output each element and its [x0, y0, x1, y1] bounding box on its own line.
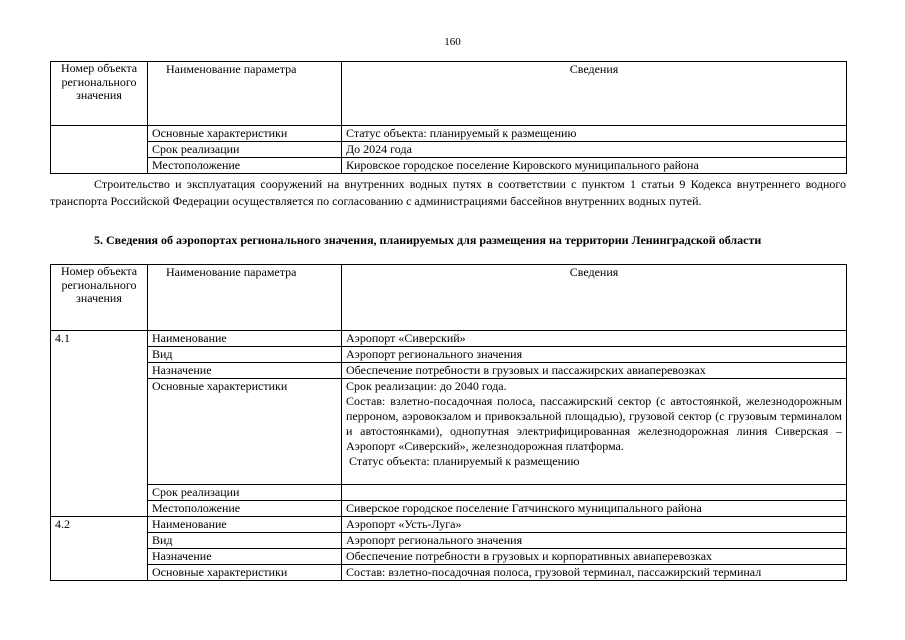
param-cell: Основные характеристики — [148, 379, 342, 485]
object-number-cell — [51, 126, 148, 174]
param-cell: Вид — [148, 347, 342, 363]
value-cell: Обеспечение потребности в грузовых и корпоративных авиаперевозках — [342, 549, 847, 565]
table-row — [51, 347, 847, 363]
section-heading: 5. Сведения об аэропортах регионального значения, планируемых для размещения на территории Ленинградской области — [94, 233, 762, 247]
value-cell — [342, 379, 847, 485]
value-cell: Аэропорт «Сиверский» — [342, 331, 847, 347]
param-cell: Наименование — [148, 517, 342, 533]
table-row — [51, 565, 847, 581]
header-object-number: Номер объекта регионального значения — [51, 62, 148, 126]
value-cell: Обеспечение потребности в грузовых и пассажирских авиаперевозках — [342, 363, 847, 379]
value-cell: Аэропорт регионального значения — [342, 347, 847, 363]
characteristics-composition: Состав: взлетно-посадочная полоса, пассажирский сектор (с автостоянкой, железнодорожным перроном, аэровокзалом и привокзальной площадью), грузовой сектор (с грузовым терминалом и автостоянками), однопутная электрифицированная железнодорожная линия Сиверская – Аэропорт «Сиверский», железнодорожная платформа. — [346, 394, 842, 453]
value-cell: До 2024 года — [342, 142, 847, 158]
param-cell: Вид — [148, 533, 342, 549]
param-cell: Основные характеристики — [148, 126, 342, 142]
page-number: 160 — [444, 36, 461, 48]
object-number-cell: 4.1 — [51, 331, 148, 517]
table-continued — [50, 61, 847, 174]
characteristics-term: Срок реализации: до 2040 года. — [346, 379, 507, 393]
table-row — [51, 517, 847, 533]
param-cell: Срок реализации — [148, 142, 342, 158]
value-cell: Кировское городское поселение Кировского муниципального района — [342, 158, 847, 174]
param-cell: Срок реализации — [148, 485, 342, 501]
param-cell: Местоположение — [148, 501, 342, 517]
value-cell: Статус объекта: планируемый к размещению — [342, 126, 847, 142]
param-cell: Назначение — [148, 363, 342, 379]
table-row — [51, 363, 847, 379]
param-cell: Назначение — [148, 549, 342, 565]
value-cell — [342, 485, 847, 501]
table-row — [51, 533, 847, 549]
characteristics-status: Статус объекта: планируемый к размещению — [349, 454, 580, 468]
param-cell: Местоположение — [148, 158, 342, 174]
table-row — [51, 549, 847, 565]
object-number-cell: 4.2 — [51, 517, 148, 581]
value-cell: Состав: взлетно-посадочная полоса, грузовой терминал, пассажирский терминал — [342, 565, 847, 581]
param-cell: Основные характеристики — [148, 565, 342, 581]
param-cell: Наименование — [148, 331, 342, 347]
header-parameter-name: Наименование параметра — [148, 265, 342, 331]
header-parameter-name: Наименование параметра — [148, 62, 342, 126]
header-object-number: Номер объекта регионального значения — [51, 265, 148, 331]
table-row — [51, 379, 847, 485]
value-cell: Аэропорт регионального значения — [342, 533, 847, 549]
table-header-row — [51, 265, 847, 331]
table-row — [51, 158, 847, 174]
table-header-row — [51, 62, 847, 126]
table-row — [51, 501, 847, 517]
table-row — [51, 126, 847, 142]
value-cell: Аэропорт «Усть-Луга» — [342, 517, 847, 533]
header-details: Сведения — [342, 265, 847, 331]
airports-table — [50, 264, 847, 581]
table-row — [51, 485, 847, 501]
table-row — [51, 142, 847, 158]
header-details: Сведения — [342, 62, 847, 126]
table-row — [51, 331, 847, 347]
value-cell: Сиверское городское поселение Гатчинского муниципального района — [342, 501, 847, 517]
body-paragraph: Строительство и эксплуатация сооружений на внутренних водных путях в соответствии с пунктом 1 статьи 9 Кодекса внутреннего водного транспорта Российской Федерации осуществляется по согласованию с администрациями бассейнов внутренних водных путей. — [50, 177, 846, 208]
